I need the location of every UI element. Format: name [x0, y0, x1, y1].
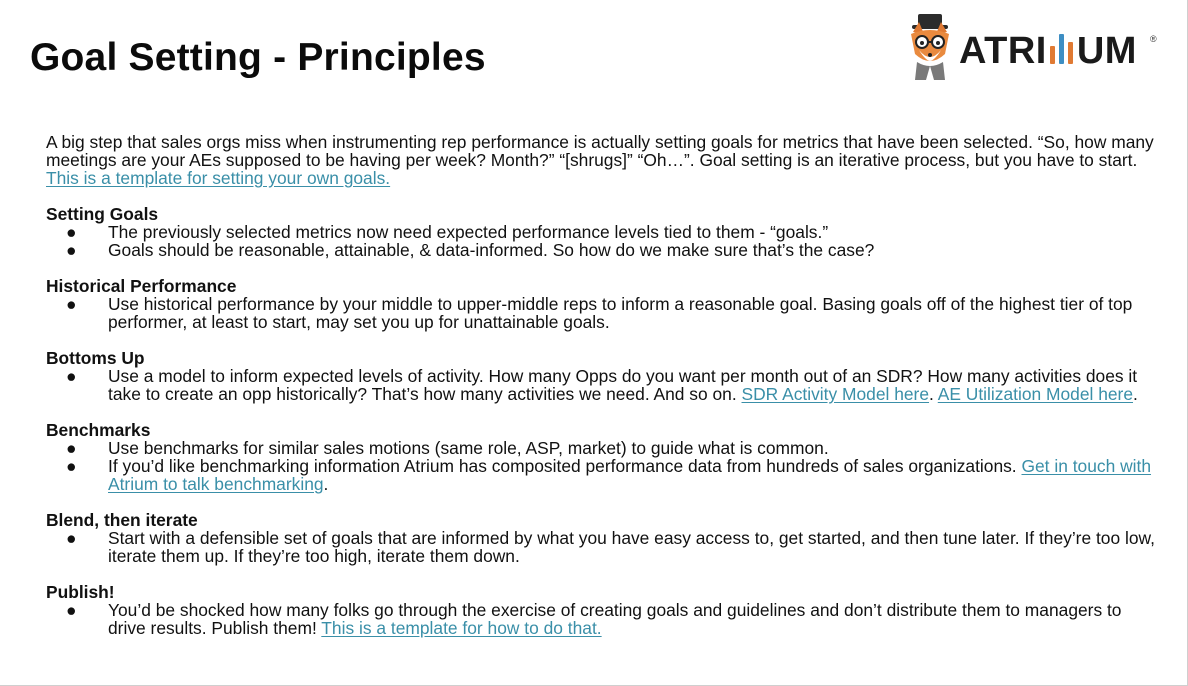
sdr-activity-model-link[interactable]: SDR Activity Model here — [741, 384, 930, 404]
bullet-text: Use historical performance by your middle to upper-middle reps to inform a reasonable goal. Basing goals off of the highest tier of top performer, at least to start, may set you up for unattainable goals. — [108, 294, 1133, 332]
slide-content — [46, 133, 1156, 637]
bullet-list — [46, 601, 1156, 637]
list-item — [46, 295, 1156, 331]
bullet-text: Start with a defensible set of goals that are informed by what you have easy access to, get started, and then tune later. If they’re too low, iterate them up. If they’re too high, iterate them down. — [108, 528, 1155, 566]
intro-paragraph — [46, 133, 1156, 187]
goals-template-link[interactable]: This is a template for setting your own goals. — [46, 168, 391, 188]
bullet-icon: ● — [66, 528, 77, 548]
section-benchmarks — [46, 421, 1156, 493]
bullet-text: You’d be shocked how many folks go through the exercise of creating goals and guidelines and don’t distribute them to managers to drive results. Publish them! — [108, 600, 1122, 638]
section-heading: Publish! — [46, 582, 115, 602]
benchmarking-contact-link[interactable]: Get in touch with Atrium to talk benchmarking — [108, 456, 1152, 494]
section-publish — [46, 583, 1156, 637]
period-text: . — [323, 474, 329, 494]
ae-utilization-model-link[interactable]: AE Utilization Model here — [937, 384, 1134, 404]
logo-text-left: ATRI — [959, 30, 1047, 72]
bullet-list — [46, 295, 1156, 331]
list-item — [46, 241, 1156, 259]
list-item — [46, 529, 1156, 565]
bullet-icon: ● — [66, 366, 77, 386]
bullet-icon: ● — [66, 600, 77, 620]
bullet-list — [46, 529, 1156, 565]
bullet-icon: ● — [66, 240, 77, 260]
section-historical-performance — [46, 277, 1156, 331]
bullet-text: The previously selected metrics now need expected performance levels tied to them - “goals.” — [108, 222, 829, 242]
section-heading: Setting Goals — [46, 204, 159, 224]
registered-mark: ® — [1150, 34, 1157, 44]
page-title: Goal Setting - Principles — [30, 36, 486, 79]
period-text: . — [1133, 384, 1138, 404]
section-heading: Blend, then iterate — [46, 510, 198, 530]
bullet-text: Use a model to inform expected levels of activity. How many Opps do you want per month out of an SDR? How many activities does it take to create an opp historically? That’s how many activities we need. And so on. — [108, 366, 1138, 404]
bullet-icon: ● — [66, 294, 77, 314]
section-heading: Bottoms Up — [46, 348, 145, 368]
intro-text: A big step that sales orgs miss when instrumenting rep performance is actually setting goals for metrics that have been selected. “So, how many meetings are your AEs supposed to be having per week? Month?” “[shrugs]” “Oh…”. Goal setting is an iterative process, but you have to start. — [46, 132, 1154, 170]
list-item — [46, 223, 1156, 241]
publish-template-link[interactable]: This is a template for how to do that. — [321, 618, 602, 638]
section-bottoms-up — [46, 349, 1156, 403]
section-heading: Benchmarks — [46, 420, 151, 440]
section-heading: Historical Performance — [46, 276, 237, 296]
bullet-text: If you’d like benchmarking information Atrium has composited performance data from hundreds of sales organizations. — [108, 456, 1022, 476]
bullet-icon: ● — [66, 456, 77, 476]
list-item — [46, 439, 1156, 457]
logo-text-right: UM — [1076, 30, 1137, 72]
fox-mascot-icon — [903, 10, 959, 80]
bullet-text: Use benchmarks for similar sales motions (same role, ASP, market) to guide what is common. — [108, 438, 829, 458]
list-item — [46, 367, 1156, 403]
section-blend-iterate — [46, 511, 1156, 565]
bullet-text: Goals should be reasonable, attainable, & data-informed. So how do we make sure that’s the case? — [108, 240, 875, 260]
bullet-list — [46, 367, 1156, 403]
bullet-list — [46, 439, 1156, 493]
list-item — [46, 457, 1156, 493]
separator-text: . — [929, 384, 938, 404]
section-setting-goals — [46, 205, 1156, 259]
logo-wordmark — [959, 30, 1137, 73]
atrium-logo — [903, 10, 1161, 82]
logo-bars-icon — [1049, 34, 1076, 64]
list-item — [46, 601, 1156, 637]
bullet-icon: ● — [66, 222, 77, 242]
bullet-list — [46, 223, 1156, 259]
bullet-icon: ● — [66, 438, 77, 458]
